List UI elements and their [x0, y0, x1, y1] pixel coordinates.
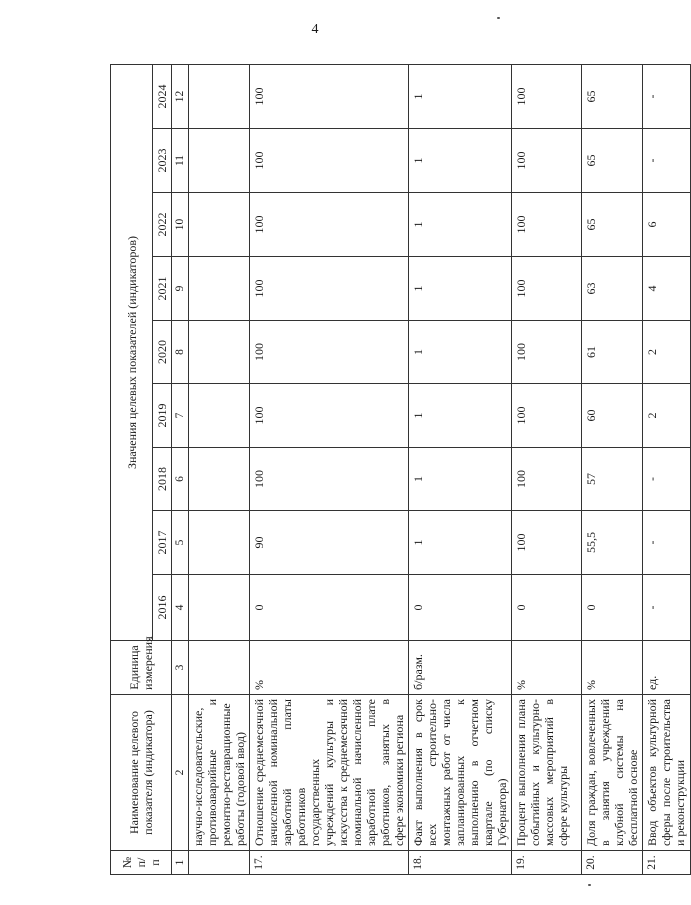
scan-speck	[497, 17, 500, 19]
value-cell: 100	[250, 129, 409, 193]
scan-speck	[588, 884, 591, 886]
table-row	[512, 64, 582, 874]
value-cell: 100	[512, 64, 582, 128]
value-cell: 100	[250, 193, 409, 257]
rotated-table-container	[110, 65, 687, 875]
value-cell: 1	[409, 129, 512, 193]
column-number: 5	[172, 511, 189, 575]
row-number: 21.	[643, 851, 691, 875]
value-cell: 4	[643, 257, 691, 321]
value-cell: 6	[643, 193, 691, 257]
row-number	[189, 851, 250, 875]
column-number: 9	[172, 257, 189, 321]
header-year: 2023	[153, 129, 172, 193]
value-cell: 100	[512, 511, 582, 575]
unit-cell: %	[582, 641, 643, 695]
value-cell: 100	[512, 193, 582, 257]
value-cell: 0	[409, 575, 512, 641]
column-number: 10	[172, 193, 189, 257]
value-cell: 100	[512, 129, 582, 193]
value-cell	[189, 129, 250, 193]
column-number: 2	[172, 695, 189, 851]
value-cell: 60	[582, 384, 643, 448]
value-cell: 0	[250, 575, 409, 641]
value-cell: 1	[409, 257, 512, 321]
column-number: 3	[172, 641, 189, 695]
value-cell: -	[643, 64, 691, 128]
value-cell: -	[643, 575, 691, 641]
page-number: 4	[311, 22, 319, 37]
value-cell: 1	[409, 511, 512, 575]
value-cell	[189, 257, 250, 321]
header-year: 2021	[153, 257, 172, 321]
value-cell: -	[643, 129, 691, 193]
indicator-name: Отношение среднемесячной начисленной номинальной заработной платы работников государственных учреждений культуры и искусства к среднемесячной номинальной начисленной заработной плате работников, занятых в сфере экономики региона	[250, 695, 409, 851]
header-year: 2017	[153, 511, 172, 575]
column-number: 8	[172, 321, 189, 384]
column-number: 4	[172, 575, 189, 641]
indicator-name: Доля граждан, вовлеченных в занятия учреждений клубной системы на бесплатной основе	[582, 695, 643, 851]
value-cell: -	[643, 511, 691, 575]
value-cell: 63	[582, 257, 643, 321]
value-cell: 55,5	[582, 511, 643, 575]
value-cell: 2	[643, 384, 691, 448]
column-number: 7	[172, 384, 189, 448]
header-year: 2018	[153, 448, 172, 511]
value-cell: 1	[409, 193, 512, 257]
value-cell: 90	[250, 511, 409, 575]
header-num: № п/п	[111, 851, 172, 875]
table-row	[189, 64, 250, 874]
header-year: 2020	[153, 321, 172, 384]
table-row	[409, 64, 512, 874]
value-cell: 0	[512, 575, 582, 641]
value-cell: 2	[643, 321, 691, 384]
column-number: 12	[172, 64, 189, 128]
value-cell: -	[643, 448, 691, 511]
column-number: 1	[172, 851, 189, 875]
indicator-name: Ввод объектов культурной сферы после строительства и реконструкции	[643, 695, 691, 851]
value-cell: 1	[409, 321, 512, 384]
value-cell	[189, 448, 250, 511]
indicator-rows	[189, 64, 691, 874]
row-number: 19.	[512, 851, 582, 875]
unit-cell: ед.	[643, 641, 691, 695]
row-number: 17.	[250, 851, 409, 875]
value-cell: 100	[512, 384, 582, 448]
value-cell: 65	[582, 193, 643, 257]
column-number: 11	[172, 129, 189, 193]
column-number: 6	[172, 448, 189, 511]
header-year: 2024	[153, 64, 172, 128]
table-row	[250, 64, 409, 874]
value-cell: 57	[582, 448, 643, 511]
indicator-name: Факт выполнения в срок всех строительно-монтажных работ от числа запланированных к выполнению в отчетном квартале (по списку Губернатора)	[409, 695, 512, 851]
unit-cell: %	[512, 641, 582, 695]
value-cell: 1	[409, 64, 512, 128]
indicator-name: научно-исследовательские, противоаварийные и ремонтно-реставрационные работы (годовой ввод)	[189, 695, 250, 851]
value-cell	[189, 575, 250, 641]
value-cell: 100	[512, 448, 582, 511]
row-number: 18.	[409, 851, 512, 875]
value-cell: 100	[250, 257, 409, 321]
value-cell: 1	[409, 448, 512, 511]
value-cell: 100	[250, 321, 409, 384]
indicator-name: Процент выполнения плана событийных и культурно-массовых мероприятий в сфере культуры	[512, 695, 582, 851]
header-name: Наименование целевого показателя (индикатора)	[111, 695, 172, 851]
value-cell	[189, 321, 250, 384]
value-cell	[189, 384, 250, 448]
header-values-group: Значения целевых показателей (индикаторов)	[111, 64, 153, 640]
header-year: 2016	[153, 575, 172, 641]
table-row	[582, 64, 643, 874]
value-cell: 100	[250, 384, 409, 448]
value-cell: 100	[250, 448, 409, 511]
value-cell: 1	[409, 384, 512, 448]
value-cell	[189, 511, 250, 575]
indicators-table	[110, 64, 691, 875]
value-cell	[189, 64, 250, 128]
header-year: 2019	[153, 384, 172, 448]
value-cell: 65	[582, 129, 643, 193]
value-cell: 65	[582, 64, 643, 128]
unit-cell	[189, 641, 250, 695]
unit-cell: б/разм.	[409, 641, 512, 695]
header-year: 2022	[153, 193, 172, 257]
table-row	[643, 64, 691, 874]
value-cell: 100	[512, 321, 582, 384]
unit-cell: %	[250, 641, 409, 695]
value-cell: 100	[250, 64, 409, 128]
value-cell	[189, 193, 250, 257]
value-cell: 0	[582, 575, 643, 641]
value-cell: 100	[512, 257, 582, 321]
value-cell: 61	[582, 321, 643, 384]
header-unit: Единица измерения	[111, 641, 172, 695]
column-number-row	[172, 64, 189, 874]
row-number: 20.	[582, 851, 643, 875]
